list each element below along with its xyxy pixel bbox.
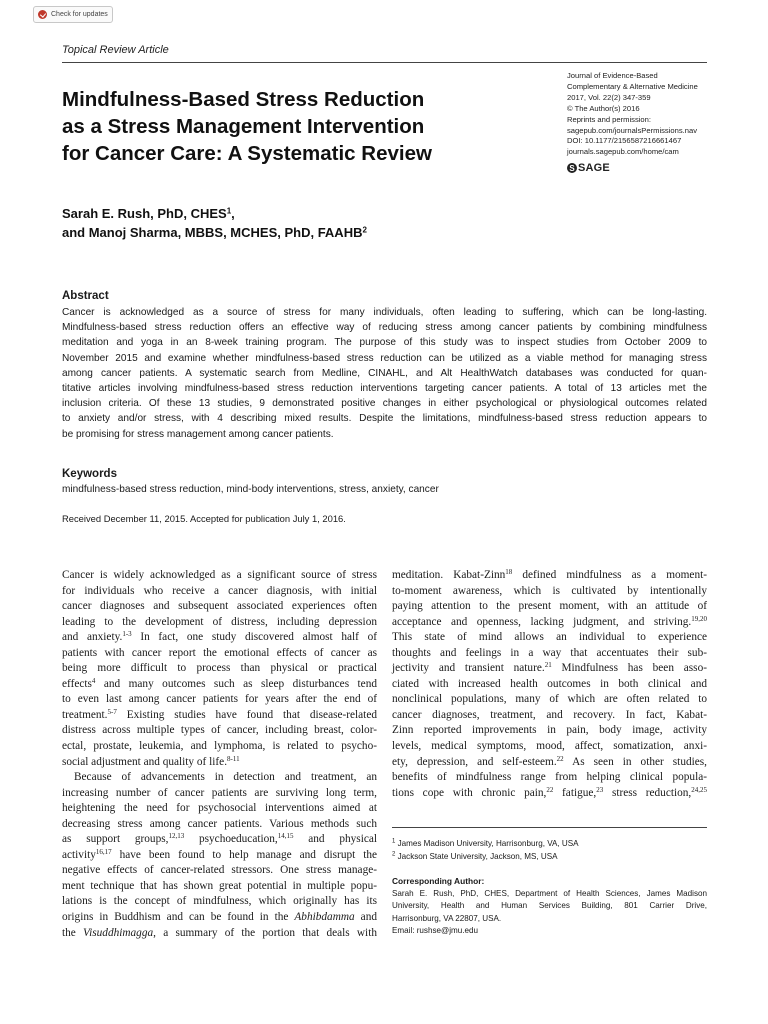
- body-text-line: [62, 630, 377, 646]
- footnote-divider: [392, 827, 707, 828]
- body-text-line: [62, 677, 377, 693]
- text-run: defined mindfulness as a moment-: [512, 569, 707, 581]
- reprints-label: Reprints and permission:: [567, 114, 651, 124]
- abstract-line: meditation and yoga in an 8-week training program. The purpose of this study was to inspect studies from October 2009 to: [62, 337, 707, 349]
- body-text-line: [392, 692, 707, 708]
- journal-name-line: Journal of Evidence-Based: [567, 71, 658, 80]
- body-text-line: [392, 615, 707, 631]
- abstract-line: titative articles involving mindfulness-based stress reduction interventions targeting cancer patients. A total of 13 articles met the: [62, 383, 707, 395]
- body-text-line: [392, 646, 707, 662]
- check-for-updates-label: Check for updates: [51, 11, 108, 18]
- citation-superscript: 22: [556, 754, 564, 763]
- text-run: and: [354, 911, 377, 924]
- body-text-line: [392, 786, 707, 802]
- text-run: ety, depression, and self-esteem.: [392, 755, 557, 768]
- text-run: Mindfulness has been asso-: [551, 662, 707, 675]
- citation-superscript: 16,17: [95, 848, 112, 856]
- citation-superscript: 14,15: [277, 832, 294, 841]
- body-text-line: [62, 894, 377, 910]
- abstract-line: Mindfulness-based stress reduction offers an effective way of reducing stress among cancer patients by combining mindfulness: [62, 322, 707, 334]
- body-text-line: [62, 599, 377, 615]
- text-run: This state of mind allows an individual to experience: [392, 631, 707, 644]
- corresponding-author-details: [392, 888, 707, 938]
- body-text-line: [62, 755, 377, 771]
- corresponding-author-heading: Corresponding Author:: [392, 876, 485, 886]
- body-text-line: [62, 832, 377, 848]
- text-run: and physical: [293, 833, 378, 846]
- body-column-left: [62, 568, 377, 941]
- keywords-heading: Keywords: [62, 468, 117, 480]
- text-run: Cancer is widely acknowledged as a significant source of stress: [62, 569, 377, 581]
- body-text-line: [392, 661, 707, 677]
- keywords-text: mindfulness-based stress reduction, mind-body interventions, stress, anxiety, cancer: [62, 484, 439, 495]
- text-run: Because of advancements in detection and treatment, an: [74, 771, 377, 784]
- citation-superscript: 24,25: [691, 785, 707, 794]
- affiliations: [392, 837, 579, 863]
- text-run: psychoeducation,: [184, 833, 278, 846]
- doi[interactable]: DOI: 10.1177/2156587216661467: [567, 136, 682, 146]
- text-run: fatigue,: [553, 786, 597, 799]
- permissions-link[interactable]: sagepub.com/journalsPermissions.nav: [567, 125, 698, 135]
- text-run: decreasing stress among cancer patients. Various methods such: [62, 817, 377, 830]
- text-run: acceptance and openness, lacking judgment, and striving.: [392, 615, 692, 628]
- citation-superscript: 22: [546, 785, 554, 794]
- body-text-line: [392, 677, 707, 693]
- title-line: as a Stress Management Intervention: [62, 115, 425, 138]
- corresponding-line: Sarah E. Rush, PhD, CHES, Department of Health Sciences, James Madison: [392, 889, 707, 898]
- title-line: Mindfulness-Based Stress Reduction: [62, 88, 425, 111]
- check-icon: [38, 10, 47, 19]
- citation-superscript: 21: [544, 661, 552, 670]
- body-text-line: [62, 723, 377, 739]
- text-run: In fact, one study discovered almost half of: [131, 631, 377, 644]
- body-text-line: [392, 708, 707, 724]
- body-text-line: [62, 568, 377, 584]
- affiliation-text: Jackson State University, Jackson, MS, USA: [397, 852, 558, 861]
- text-run: and many outcomes such as sleep disturbances tend: [95, 677, 377, 690]
- abstract-line: Cancer is acknowledged as a source of stress for many individuals, often leading to suffering, which can be long-lasting.: [62, 307, 707, 318]
- text-run: increasing number of cancer patients are surviving long term,: [62, 786, 377, 799]
- abstract-text: [62, 305, 707, 442]
- article-title: [62, 86, 532, 167]
- citation-superscript: 4: [91, 676, 96, 685]
- sage-logo: [567, 162, 610, 174]
- text-run: cancer diagnoses, treatment, and recovery. In fact, Kabat-: [392, 708, 707, 721]
- italic-term: Visuddhimagga: [83, 926, 154, 939]
- text-run: leading to the development of distress, including depression: [62, 615, 377, 628]
- body-text-line: [392, 599, 707, 615]
- body-text-line: [62, 817, 377, 833]
- citation-superscript: 5-7: [107, 708, 117, 717]
- citation-superscript: 18: [505, 568, 513, 577]
- abstract-line: inclusion criteria. Of these 13 studies, 9 demonstrated positive changes in either psychological or physiological outcomes related: [62, 398, 707, 410]
- abstract-line: among cancer patients. A systematic search from Medline, CINAHL, and Alt HealthWatch databases was conducted for quan-: [62, 367, 707, 379]
- author-line: and Manoj Sharma, MBBS, MCHES, PhD, FAAHB$^2$: [62, 224, 367, 240]
- body-text-line: [62, 770, 377, 786]
- body-text-line: [62, 801, 377, 817]
- email-link[interactable]: Email: rushse@jmu.edu: [392, 926, 479, 936]
- text-run: thoughts and feelings in a way that accentuates their sub-: [392, 646, 707, 659]
- abstract-heading: Abstract: [62, 290, 109, 302]
- text-run: ectal, prostate, leukemia, and lymphoma, is related to psycho-: [62, 740, 377, 753]
- body-text-line: [392, 755, 707, 771]
- text-run: nonclinical populations, many of which are often related to: [392, 693, 707, 706]
- body-text-line: [62, 615, 377, 631]
- body-text-line: [62, 692, 377, 708]
- affiliation-item: [392, 850, 579, 863]
- body-text-line: [62, 646, 377, 662]
- text-run: for individuals who receive a cancer diagnosis, with initial: [62, 584, 377, 597]
- body-text-line: [62, 926, 377, 942]
- body-text-line: [392, 584, 707, 600]
- italic-term: Abhibdamma: [294, 911, 355, 924]
- text-run: , a summary of the portion that deals with: [153, 926, 377, 939]
- body-text-line: [392, 630, 707, 646]
- text-run: to-moment awareness, which is cultivated by intentionally: [392, 584, 707, 597]
- citation-superscript: 19,20: [691, 614, 707, 623]
- affiliation-text: James Madison University, Harrisonburg, VA, USA: [397, 839, 579, 848]
- text-run: patients with cancer report the emotional effects of cancer as: [62, 646, 377, 659]
- header-divider: [62, 62, 707, 63]
- body-column-right: [392, 568, 707, 801]
- text-run: to even last among cancer patients for years after the end of: [62, 693, 377, 706]
- affiliation-item: [392, 837, 579, 850]
- abstract-line: November 2015 and examine whether mindfulness-based stress reduction can be utilized as a viable method for managing stress: [62, 352, 707, 364]
- journal-home-link[interactable]: journals.sagepub.com/home/cam: [567, 147, 679, 157]
- copyright: © The Author(s) 2016: [567, 103, 640, 113]
- text-run: heightening the need for psychosocial interventions aimed at: [62, 802, 377, 815]
- journal-name-line: Complementary & Alternative Medicine: [567, 81, 698, 91]
- corresponding-line: University, Health and Human Services Building, 801 Carrier Drive,: [392, 901, 707, 911]
- text-run: meditation. Kabat-Zinn: [392, 569, 506, 581]
- text-run: treatment.: [62, 708, 108, 721]
- journal-info: [567, 71, 727, 158]
- text-run: Existing studies have found that disease-related: [116, 708, 377, 721]
- text-run: have been found to help manage and disrupt the: [111, 848, 377, 861]
- affiliation-number: 1: [392, 838, 396, 845]
- body-text-line: [392, 568, 707, 584]
- text-run: ciated with increased health outcomes in both clinical and: [392, 677, 707, 690]
- abstract-line: be promising for stress management among cancer patients.: [62, 428, 334, 440]
- affiliation-number: 2: [392, 851, 396, 858]
- text-run: negative effects of cancer-related stressors. One stress manage-: [62, 864, 377, 877]
- text-run: activity: [62, 848, 96, 861]
- body-text-line: [62, 661, 377, 677]
- body-text-line: [62, 848, 377, 864]
- text-run: distress across multiple types of cancer, including breast, color-: [62, 724, 377, 737]
- body-text-line: [62, 708, 377, 724]
- check-for-updates-badge[interactable]: [33, 6, 113, 23]
- body-text-line: [62, 584, 377, 600]
- text-run: origins in Buddhism and can be found in the: [62, 911, 295, 924]
- body-text-line: [62, 786, 377, 802]
- author-list: [62, 205, 367, 242]
- text-run: ment technique that has shown great potential in multiple popu-: [62, 879, 377, 892]
- text-run: As seen in other studies,: [563, 755, 707, 768]
- text-run: cancer diagnoses and subsequent associated experiences often: [62, 600, 377, 613]
- body-text-line: [392, 723, 707, 739]
- body-text-line: [62, 910, 377, 926]
- title-line: for Cancer Care: A Systematic Review: [62, 142, 432, 165]
- text-run: social adjustment and quality of life.: [62, 755, 228, 768]
- corresponding-line: Harrisonburg, VA 22807, USA.: [392, 913, 502, 923]
- body-text-line: [62, 739, 377, 755]
- citation-superscript: 1-3: [122, 630, 132, 639]
- text-run: levels, medical symptoms, mood, affect, somatization, anxi-: [392, 740, 707, 753]
- citation-superscript: 8-11: [227, 754, 240, 763]
- sage-mark-icon: S: [567, 163, 577, 173]
- text-run: the: [62, 926, 84, 939]
- text-run: tions cope with chronic pain,: [392, 786, 547, 799]
- text-run: jectivity and transient nature.: [392, 662, 545, 675]
- citation-superscript: 23: [596, 785, 604, 794]
- journal-volume: 2017, Vol. 22(2) 347-359: [567, 92, 651, 102]
- text-run: and anxiety.: [62, 631, 123, 644]
- abstract-line: to anxiety and/or stress, with 4 describing mixed results. Despite the limitations, mindfulness-based stress reduction appears to: [62, 413, 707, 425]
- text-run: as support groups,: [62, 833, 169, 846]
- publisher-name: SAGE: [578, 162, 610, 174]
- body-text-line: [62, 879, 377, 895]
- received-dates: Received December 11, 2015. Accepted for publication July 1, 2016.: [62, 513, 346, 524]
- body-text-line: [392, 739, 707, 755]
- author-line: Sarah E. Rush, PhD, CHES$^1$,: [62, 206, 235, 221]
- text-run: effects: [62, 677, 92, 690]
- body-text-line: [392, 770, 707, 786]
- text-run: benefits of mindfulness range from helping clinical popula-: [392, 771, 707, 784]
- text-run: being more difficult to process than physical or practical: [62, 662, 377, 675]
- text-run: paying attention to the present moment, with an attitude of: [392, 600, 707, 613]
- body-text-line: [62, 863, 377, 879]
- text-run: lations is the concept of mindfulness, which originally has its: [62, 895, 377, 908]
- article-type: Topical Review Article: [62, 44, 169, 56]
- text-run: Zinn reported improvements in pain, body image, activity: [392, 724, 707, 737]
- citation-superscript: 12,13: [168, 832, 185, 841]
- text-run: stress reduction,: [603, 786, 692, 799]
